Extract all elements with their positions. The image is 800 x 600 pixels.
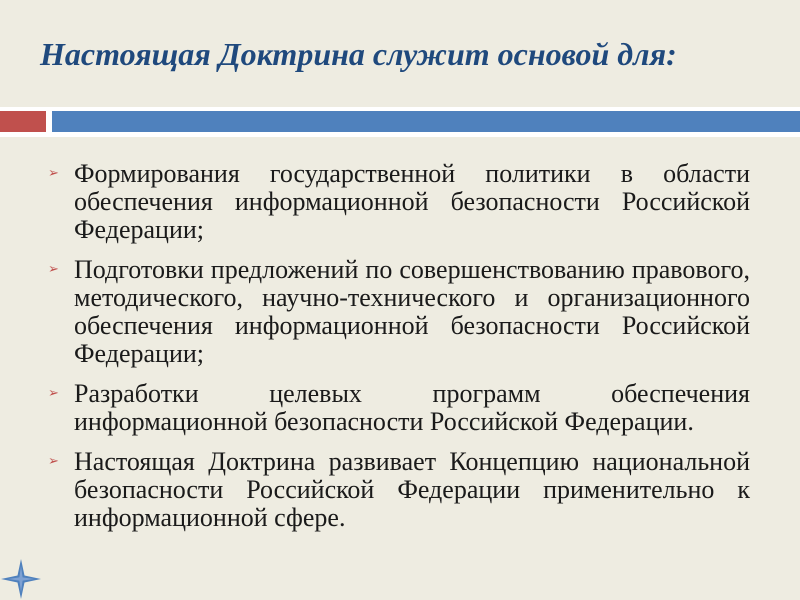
- list-item-text: Разработки целевых программ обеспечения информационной безопасности Российской Федерации.: [74, 379, 750, 436]
- list-item: [44, 380, 750, 436]
- list-item-text: Формирования государственной политики в области обеспечения информационной безопасности Российской Федерации;: [74, 159, 750, 244]
- header-band-blue-segment: [52, 111, 800, 132]
- slide-title: Настоящая Доктрина служит основой для:: [40, 36, 677, 72]
- arrow-bullet-icon: ➢: [48, 454, 59, 469]
- header-band-red-segment: [0, 111, 46, 132]
- list-item: [44, 160, 750, 244]
- list-item-text: Подготовки предложений по совершенствованию правового, методического, научно-технического и организационного обеспечения информационной безопасности Российской Федерации;: [74, 255, 750, 368]
- arrow-bullet-icon: ➢: [48, 386, 59, 401]
- four-point-star-icon: [0, 558, 42, 600]
- list-item: [44, 448, 750, 532]
- list-item: [44, 256, 750, 368]
- arrow-bullet-icon: ➢: [48, 262, 59, 277]
- bullet-list: [44, 160, 750, 544]
- arrow-bullet-icon: ➢: [48, 166, 59, 181]
- list-item-text: Настоящая Доктрина развивает Концепцию национальной безопасности Российской Федерации применительно к информационной сфере.: [74, 447, 750, 532]
